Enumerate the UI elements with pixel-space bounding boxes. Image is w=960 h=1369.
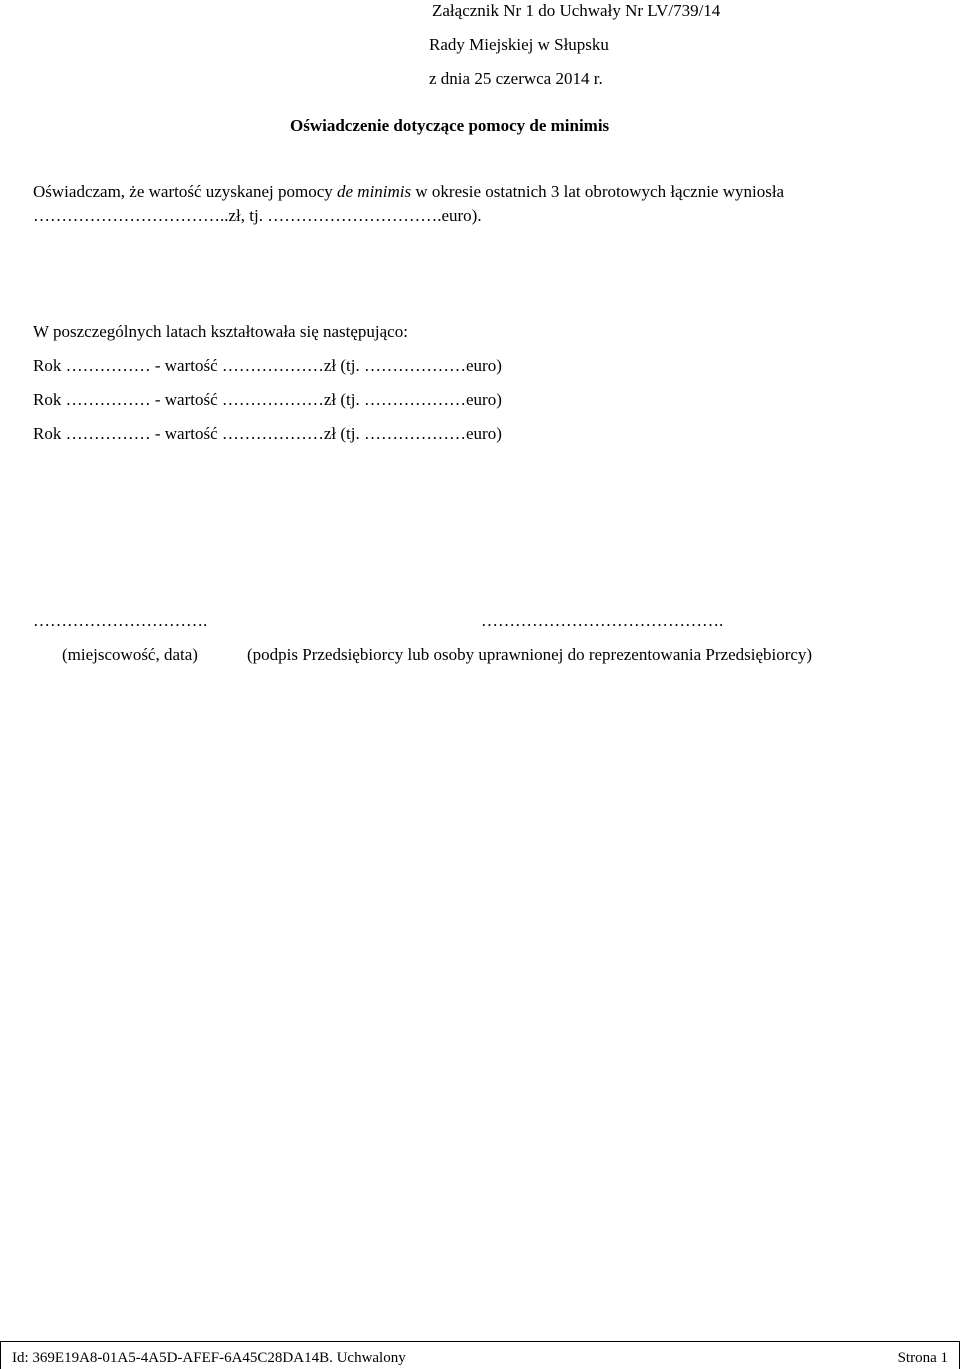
breakdown-row-2: Rok …………… - wartość ………………zł (tj. ………………euro) xyxy=(33,390,502,409)
header-council-line: Rady Miejskiej w Słupsku xyxy=(429,35,609,54)
breakdown-row-3: Rok …………… - wartość ………………zł (tj. ………………euro) xyxy=(33,424,502,443)
signature-label: (podpis Przedsiębiorcy lub osoby uprawnionej do reprezentowania Przedsiębiorcy) xyxy=(247,645,813,664)
footer-left-border xyxy=(0,1341,1,1369)
breakdown-row-1: Rok …………… - wartość ………………zł (tj. ………………euro) xyxy=(33,356,502,375)
statement-text-b: w okresie ostatnich 3 lat obrotowych łącznie wyniosła xyxy=(411,182,785,201)
footer-document-id: Id: 369E19A8-01A5-4A5D-AFEF-6A45C28DA14B. Uchwalony xyxy=(12,1350,406,1366)
footer-page-number: Strona 1 xyxy=(897,1350,948,1366)
document-title: Oświadczenie dotyczące pomocy de minimis xyxy=(290,116,610,135)
footer-divider xyxy=(0,1341,960,1342)
statement-text-a: Oświadczam, że wartość uzyskanej pomocy xyxy=(33,182,337,201)
statement-text-de-minimis: de minimis xyxy=(337,182,412,201)
statement-line-2: ……………………………..zł, tj. ………………………….euro). xyxy=(33,206,482,225)
header-date-line: z dnia 25 czerwca 2014 r. xyxy=(429,69,603,88)
breakdown-intro: W poszczególnych latach kształtowała się następująco: xyxy=(33,322,408,341)
place-date-dots: …………………………. xyxy=(33,611,208,630)
statement-line-1 xyxy=(33,182,784,202)
header-annex-line: Załącznik Nr 1 do Uchwały Nr LV/739/14 xyxy=(432,1,721,20)
signature-dots: ……………………………………. xyxy=(481,611,724,630)
place-date-label: (miejscowość, data) xyxy=(62,645,198,664)
